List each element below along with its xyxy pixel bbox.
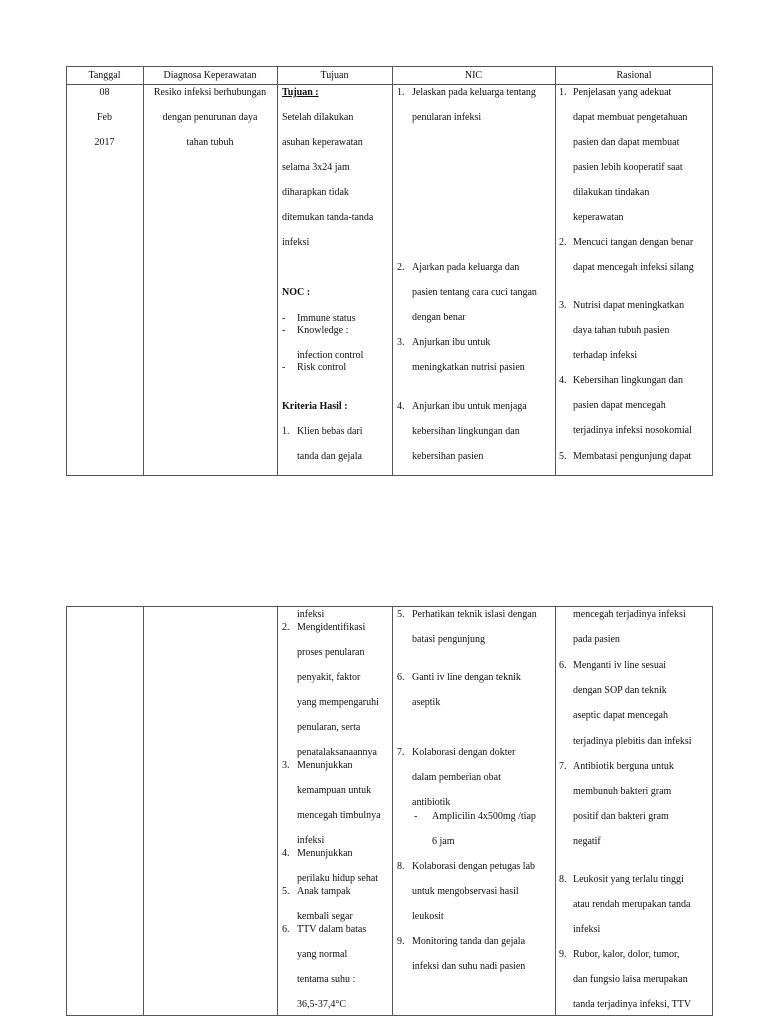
rasional-item: negatif	[573, 836, 601, 847]
kriteria-item: tanda dan gejala	[297, 451, 362, 462]
rasional-marker: 5.	[559, 451, 567, 462]
tujuan-marker: 4.	[282, 848, 290, 859]
rasional-item: terhadap infeksi	[573, 350, 638, 361]
tujuan-line: diharapkan tidak	[282, 187, 349, 198]
rasional-item: Leukosit yang terlalu tinggi	[573, 874, 684, 885]
tujuan-item: Menunjukkan	[297, 760, 353, 771]
tujuan-item: penatalaksanaannya	[297, 747, 377, 758]
tujuan-item: penyakit, faktor	[297, 672, 361, 683]
nic-marker: -	[414, 811, 418, 822]
noc-item: Risk control	[297, 362, 347, 373]
tujuan-item: penularan, serta	[297, 722, 361, 733]
nic-item: Jelaskan pada keluarga tentang	[412, 87, 536, 98]
rasional-item: terjadinya plebitis dan infeksi	[573, 736, 692, 747]
rasional-item: membunuh bakteri gram	[573, 786, 672, 797]
header-rasional: Rasional	[616, 70, 652, 81]
nic-item: Ajarkan pada keluarga dan	[412, 262, 520, 273]
header-tujuan: Tujuan	[320, 70, 349, 81]
tujuan-item: mencegah timbulnya	[297, 810, 381, 821]
header-nic: NIC	[464, 70, 483, 81]
rasional-item: dengan SOP dan teknik	[573, 685, 667, 696]
nic-item: kebersihan lingkungan dan	[412, 426, 520, 437]
rasional-item: dapat mencegah infeksi silang	[573, 262, 694, 273]
nic-marker: 2.	[397, 262, 405, 273]
kriteria-item: Klien bebas dari	[297, 426, 363, 437]
tujuan-item: TTV dalam batas	[297, 924, 367, 935]
nic-item: 6 jam	[432, 836, 455, 847]
diagnosa-line: dengan penurunan daya	[162, 112, 258, 123]
nic-marker: 3.	[397, 337, 405, 348]
nic-item: meningkatkan nutrisi pasien	[412, 362, 525, 373]
rasional-item: Mencuci tangan dengan benar	[573, 237, 694, 248]
kriteria-marker: 1.	[282, 426, 290, 437]
rasional-item: Rubor, kalor, dolor, tumor,	[573, 949, 680, 960]
nic-item: infeksi dan suhu nadi pasien	[412, 961, 526, 972]
rasional-item: dilakukan tindakan	[573, 187, 650, 198]
nic-item: batasi pengunjung	[412, 634, 486, 645]
rasional-item: Penjelasan yang adekuat	[573, 87, 672, 98]
noc-item: Knowledge :	[297, 325, 349, 336]
nic-item: Perhatikan teknik islasi dengan	[412, 609, 537, 620]
nic-item: Anjurkan ibu untuk menjaga	[412, 401, 527, 412]
diagnosa-line: Resiko infeksi berhubungan	[153, 87, 267, 98]
rasional-item: Kebersihan lingkungan dan	[573, 375, 683, 386]
tujuan-item: Mengidentifikasi	[297, 622, 366, 633]
noc-item: infection control	[297, 350, 364, 361]
nic-marker: 1.	[397, 87, 405, 98]
tujuan-heading: Tujuan :	[282, 87, 319, 98]
rasional-continued: mencegah terjadinya infeksi	[573, 609, 686, 620]
rasional-continued: pada pasien	[573, 634, 620, 645]
rasional-item: dapat membuat pengetahuan	[573, 112, 688, 123]
nic-marker: 6.	[397, 672, 405, 683]
nic-item: kebersihan pasien	[412, 451, 484, 462]
tujuan-item: Menunjukkan	[297, 848, 353, 859]
nic-marker: 8.	[397, 861, 405, 872]
rasional-item: tanda terjadinya infeksi, TTV	[573, 999, 692, 1010]
rasional-item: terjadinya infeksi nosokomial	[573, 425, 692, 436]
tujuan-marker: 6.	[282, 924, 290, 935]
rasional-marker: 3.	[559, 300, 567, 311]
rasional-item: atau rendah merupakan tanda	[573, 899, 691, 910]
rasional-item: Antibiotik berguna untuk	[573, 761, 674, 772]
nic-item: Ganti iv line dengan teknik	[412, 672, 521, 683]
rasional-item: pasien lebih kooperatif saat	[573, 162, 683, 173]
rasional-item: aseptic dapat mencegah	[573, 710, 668, 721]
rasional-marker: 8.	[559, 874, 567, 885]
date-year: 2017	[94, 137, 115, 148]
tujuan-item: tentama suhu :	[297, 974, 356, 985]
nic-item: dengan benar	[412, 312, 466, 323]
noc-heading: NOC :	[282, 287, 311, 298]
nic-marker: 9.	[397, 936, 405, 947]
tujuan-item: Anak tampak	[297, 886, 351, 897]
tujuan-line: asuhan keperawatan	[282, 137, 363, 148]
kriteria-heading: Kriteria Hasil :	[282, 401, 348, 412]
rasional-marker: 1.	[559, 87, 567, 98]
diagnosa-line: tahan tubuh	[186, 137, 234, 148]
rasional-marker: 2.	[559, 237, 567, 248]
date-day: 08	[99, 87, 110, 98]
rasional-item: positif dan bakteri gram	[573, 811, 669, 822]
date-month: Feb	[97, 112, 112, 123]
tujuan-continued: infeksi	[297, 609, 325, 620]
rasional-item: pasien dapat mencegah	[573, 400, 666, 411]
nic-item: pasien tentang cara cuci tangan	[412, 287, 537, 298]
nic-marker: 7.	[397, 747, 405, 758]
nic-item: Monitoring tanda dan gejala	[412, 936, 526, 947]
noc-marker: -	[282, 362, 286, 373]
nic-item: Anjurkan ibu untuk	[412, 337, 491, 348]
tujuan-item: yang mempengaruhi	[297, 697, 379, 708]
rasional-item: Membatasi pengunjung dapat	[573, 451, 692, 462]
tujuan-item: kemampuan untuk	[297, 785, 372, 796]
tujuan-item: 36,5-37,4°C	[297, 999, 346, 1010]
rasional-item: Menganti iv line sesuai	[573, 660, 667, 671]
tujuan-item: infeksi	[297, 835, 325, 846]
rasional-marker: 7.	[559, 761, 567, 772]
rasional-item: infeksi	[573, 924, 601, 935]
nic-marker: 5.	[397, 609, 405, 620]
rasional-item: keperawatan	[573, 212, 624, 223]
tujuan-marker: 2.	[282, 622, 290, 633]
tujuan-line: infeksi	[282, 237, 310, 248]
nic-item: Kolaborasi dengan dokter	[412, 747, 516, 758]
nic-item: leukosit	[412, 911, 444, 922]
nic-item: antibiotik	[412, 797, 451, 808]
rasional-item: pasien dan dapat membuat	[573, 137, 680, 148]
nic-item: untuk mengobservasi hasil	[412, 886, 519, 897]
header-tanggal: Tanggal	[88, 70, 121, 81]
tujuan-item: proses penularan	[297, 647, 365, 658]
tujuan-item: perilaku hidup sehat	[297, 873, 379, 884]
tujuan-marker: 3.	[282, 760, 290, 771]
rasional-item: dan fungsio laisa merupakan	[573, 974, 688, 985]
nic-marker: 4.	[397, 401, 405, 412]
tujuan-line: ditemukan tanda-tanda	[282, 212, 374, 223]
nic-item: Kolaborasi dengan petugas lab	[412, 861, 536, 872]
tujuan-item: kembali segar	[297, 911, 353, 922]
tujuan-marker: 5.	[282, 886, 290, 897]
tujuan-line: selama 3x24 jam	[282, 162, 350, 173]
nic-item: penularan infeksi	[412, 112, 482, 123]
rasional-item: Nutrisi dapat meningkatkan	[573, 300, 685, 311]
nic-item: dalam pemberian obat	[412, 772, 501, 783]
rasional-marker: 4.	[559, 375, 567, 386]
noc-item: Immune status	[297, 313, 356, 324]
nic-item: Amplicilin 4x500mg /tiap	[432, 811, 536, 822]
rasional-item: daya tahan tubuh pasien	[573, 325, 670, 336]
header-diagnosa: Diagnosa Keperawatan	[163, 70, 257, 81]
noc-marker: -	[282, 325, 286, 336]
nic-item: aseptik	[412, 697, 441, 708]
rasional-marker: 6.	[559, 660, 567, 671]
noc-marker: -	[282, 313, 286, 324]
tujuan-line: Setelah dilakukan	[282, 112, 354, 123]
tujuan-item: yang normal	[297, 949, 348, 960]
rasional-marker: 9.	[559, 949, 567, 960]
